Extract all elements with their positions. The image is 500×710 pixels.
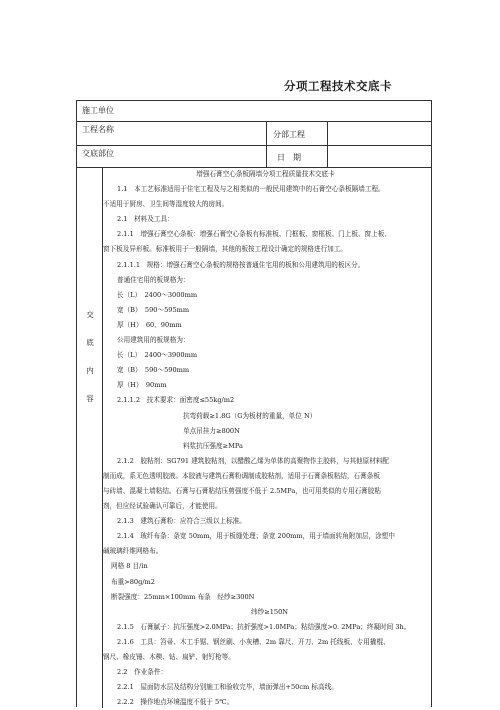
- content-line: 断裂强度：25mm×100mm 布条 经纱≥300N: [111, 592, 255, 601]
- content-line: 单点吊挂力≥800N: [183, 426, 240, 435]
- content-line: 料浆抗压强度≥MPa: [183, 441, 243, 450]
- content-line: 2.1.4 玻纤布条：条宽 50mm，用于板缝处理；条宽 200mm，用于墙面转角附加层，涂塑中: [117, 532, 395, 541]
- content-line: 2.1.5 石膏腻子：抗压强度>2.0MPa；抗折强度>1.0MPa；粘结强度>0. 2MPa；终凝时间 3h。: [117, 622, 411, 631]
- side-label-char: 底: [86, 338, 94, 347]
- content-line: 碱玻璃纤维网格布。: [103, 547, 163, 556]
- content-line: 2.1.2 胶粘剂：SG791 建筑胶粘剂，以醋酸乙烯为单体的高聚物作主胶料，与其他原材料配: [117, 456, 390, 465]
- label-unit: 施工单位: [82, 106, 114, 115]
- content-line: 普通住宅用的板规格为：: [117, 275, 190, 284]
- content-line: 2.2 作业条件：: [117, 668, 168, 677]
- row-unit: [77, 101, 431, 122]
- side-label-char: 交: [86, 310, 94, 319]
- divider: [266, 121, 267, 167]
- content-line: 不适用于厨房、卫生间等湿度较大的房间。: [103, 200, 229, 209]
- content-line: 窗下板及异形板。标准板用于一般隔墙，其他的板按工程设计确定的规格进行加工。: [103, 245, 347, 254]
- row-project: [77, 121, 431, 146]
- side-label-char: 容: [86, 394, 94, 403]
- content-line: 厚（H） 90mm: [117, 381, 167, 390]
- content-line: 公用建筑用的板规格为：: [117, 336, 190, 345]
- label-disclosure-dept: 交底部位: [82, 149, 114, 158]
- content-line: 长（L） 2400～3900mm: [117, 351, 198, 360]
- label-subproject: 分部工程: [273, 130, 305, 139]
- content-line: 2.2.2 操作地点环境温度不低于 5℃。: [117, 698, 234, 707]
- content-body: [103, 167, 428, 710]
- content-line: 厚（H） 60、90mm: [117, 320, 182, 329]
- content-line: 2.1.1.1 规格：增强石膏空心条板的规格按普通住宅用的板和公用建筑用的板区分。: [117, 260, 365, 269]
- content-line: 长（L） 2400～3000mm: [117, 290, 198, 299]
- content-line: 制而成，系无色透明胶液。本胶液与建筑石膏粉调制成胶粘剂，适用于石膏条板粘结，石膏条板: [103, 471, 380, 480]
- content-line: 宽（B） 590～595mm: [117, 305, 190, 314]
- content-line: 2.2.1 屋面防水层及结构分别施工和验收完毕，墙面弹出+50cm 标高线。: [117, 683, 338, 692]
- divider: [327, 121, 328, 167]
- content-line: 抗弯荷载≥1.8G（G为板材的重量，单位 N）: [183, 411, 317, 420]
- content-line: 布重>80g/m2: [111, 577, 155, 586]
- content-line: 宽（B） 590～590mm: [117, 366, 190, 375]
- label-date: 日 期: [277, 153, 301, 162]
- page-title: 分项工程技术交底卡: [284, 79, 392, 93]
- content-line: 2.1.3 建筑石膏粉：应符合三级以上标准。: [117, 517, 246, 526]
- content-line: 纬纱≥150N: [251, 607, 289, 616]
- row-disclosure: [77, 145, 431, 168]
- disclosure-form: [76, 100, 432, 707]
- content-line: 1.1 本工艺标准适用于住宅工程及与之相类似的一般民用建筑中的石膏空心条板隔墙工程。: [117, 185, 385, 194]
- content-line: 2.1 材料及工具：: [117, 215, 174, 224]
- content-line: 2.1.1 增强石膏空心条板：增强石膏空心条板有标准板、门框板、窗框板、门上板、窗上板、: [117, 230, 391, 239]
- side-label-char: 内: [86, 366, 94, 375]
- content-heading: 增强石膏空心条板隔墙分项工程质量技术交底卡: [196, 170, 335, 178]
- content-line: 钢尺、橡皮锤、木楔、钻、扁铲、射钉枪等。: [103, 653, 235, 661]
- label-project: 工程名称: [82, 125, 114, 134]
- content-line: 与砖墙、混凝土墙粘结。石膏与石膏粘结压剪强度不低于 2.5MPa，也可用类似的专用石膏胶粘: [103, 486, 381, 495]
- content-line: 2.1.1.2 技术要求：面密度≤55kg/m2: [117, 396, 235, 405]
- content-line: 剂，但应经试验确认可靠后，才能使用。: [103, 502, 222, 511]
- content-line: 网格 8 目/in: [111, 562, 148, 571]
- content-line: 2.1.6 工具：笤帚、木工手锯、钢丝刷、小灰槽、2m 靠尺、开刀、2m 托线板、专用撬棍、: [117, 637, 390, 646]
